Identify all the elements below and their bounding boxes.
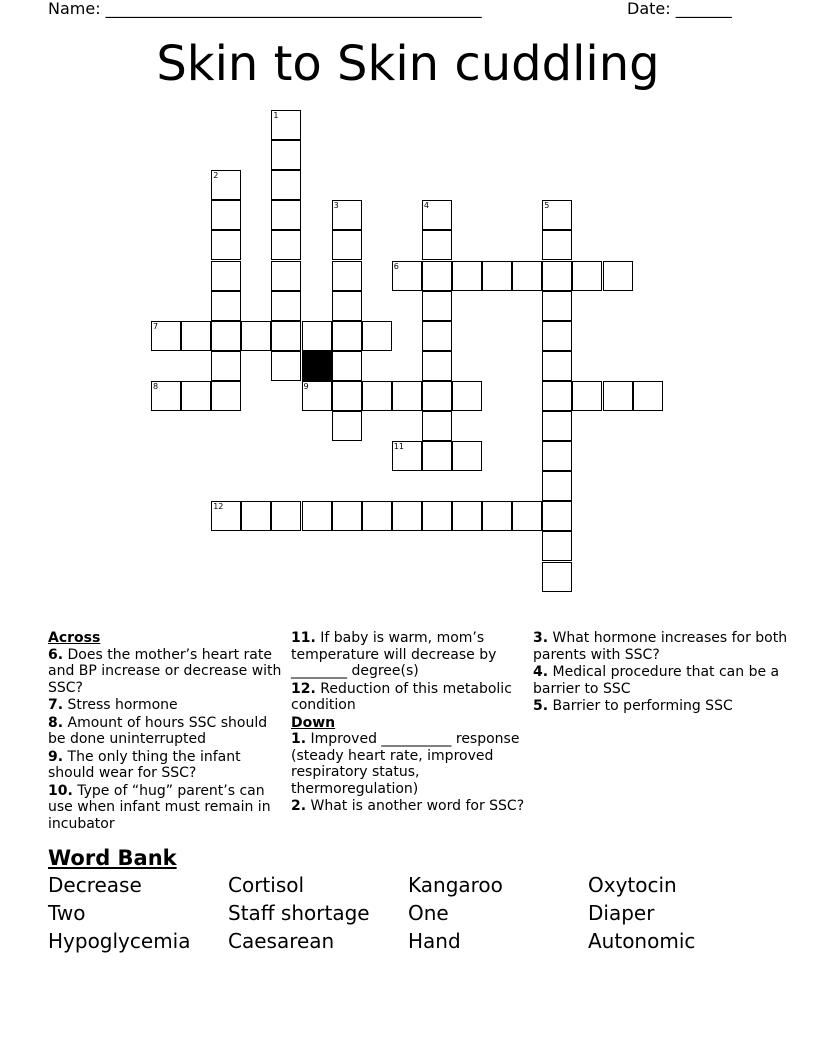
crossword-cell[interactable] (422, 501, 452, 531)
clue-number: 10. (48, 782, 73, 799)
clue-text: Does the mother’s heart rate and BP increase or decrease with SSC? (48, 646, 282, 696)
crossword-cell[interactable] (271, 351, 301, 381)
clue-number: 2. (291, 798, 307, 814)
word-bank-item: Two (48, 901, 86, 925)
clue-across-9 (48, 749, 284, 782)
crossword-cell[interactable] (332, 291, 362, 321)
clue-down-1 (291, 731, 527, 797)
crossword-cell[interactable] (392, 261, 422, 291)
crossword-cell[interactable] (542, 531, 572, 561)
clue-number-label: 2 (213, 171, 219, 181)
name-field-label: Name: _______________________________________________ (48, 0, 482, 18)
word-bank-title: Word Bank (48, 846, 177, 870)
clue-number: 6. (48, 646, 64, 663)
crossword-cell[interactable] (422, 261, 452, 291)
crossword-cell[interactable] (422, 200, 452, 230)
crossword-cell[interactable] (271, 140, 301, 170)
crossword-cell[interactable] (332, 351, 362, 381)
clue-text: Barrier to performing SSC (552, 698, 733, 714)
crossword-cell[interactable] (452, 441, 482, 471)
clues-column-2 (291, 630, 527, 816)
word-bank-item: Diaper (588, 901, 655, 925)
clues-column-3 (533, 630, 793, 716)
clue-text: Medical procedure that can be a barrier to SSC (533, 664, 780, 697)
clue-text: Improved __________ response (steady heart rate, improved respiratory status, thermoregulation) (291, 731, 520, 797)
clues-column-1 (48, 630, 284, 833)
date-field-label: Date: _______ (627, 0, 732, 18)
crossword-cell[interactable] (633, 381, 663, 411)
crossword-cell[interactable] (211, 351, 241, 381)
crossword-cell[interactable] (271, 321, 301, 351)
crossword-cell[interactable] (572, 381, 602, 411)
crossword-cell[interactable] (271, 291, 301, 321)
clue-number-label: 12 (213, 502, 224, 512)
word-bank-item: One (408, 901, 449, 925)
crossword-cell[interactable] (542, 562, 572, 592)
clue-number-label: 8 (153, 381, 159, 391)
word-bank-item: Kangaroo (408, 873, 503, 897)
across-heading: Across (48, 630, 101, 646)
crossword-cell[interactable] (542, 200, 572, 230)
clue-down-5 (533, 698, 793, 715)
crossword-cell[interactable] (542, 261, 572, 291)
crossword-cell[interactable] (482, 261, 512, 291)
crossword-cell[interactable] (422, 291, 452, 321)
word-bank (48, 873, 768, 953)
clue-number-label: 7 (153, 321, 159, 331)
crossword-cell[interactable] (271, 110, 301, 140)
clue-number: 1. (291, 731, 307, 747)
clue-across-7 (48, 697, 284, 714)
crossword-cell[interactable] (211, 291, 241, 321)
crossword-cell[interactable] (512, 501, 542, 531)
clue-down-4 (533, 664, 793, 697)
crossword-cell[interactable] (542, 230, 572, 260)
crossword-cell[interactable] (452, 501, 482, 531)
clue-number-label: 11 (393, 442, 404, 452)
crossword-cell[interactable] (271, 230, 301, 260)
clue-text: The only thing the infant should wear for SSC? (48, 748, 241, 781)
crossword-cell[interactable] (332, 321, 362, 351)
crossword-cell[interactable] (302, 501, 332, 531)
crossword-cell[interactable] (211, 381, 241, 411)
crossword-cell[interactable] (422, 381, 452, 411)
crossword-cell[interactable] (271, 501, 301, 531)
crossword-cell[interactable] (211, 200, 241, 230)
crossword-cell[interactable] (422, 351, 452, 381)
crossword-cell[interactable] (422, 441, 452, 471)
crossword-cell[interactable] (211, 261, 241, 291)
crossword-cell[interactable] (542, 291, 572, 321)
crossword-cell[interactable] (181, 321, 211, 351)
crossword-cell[interactable] (542, 411, 572, 441)
word-bank-item: Hand (408, 929, 461, 953)
clue-number-label: 4 (423, 201, 429, 211)
clue-number-label: 6 (393, 261, 399, 271)
clue-across-8 (48, 715, 284, 748)
clue-number: 9. (48, 748, 64, 765)
crossword-cell[interactable] (151, 381, 181, 411)
crossword-cell[interactable] (302, 381, 332, 411)
clue-down-3 (533, 630, 793, 663)
clue-number: 7. (48, 697, 64, 713)
crossword-cell[interactable] (332, 230, 362, 260)
crossword-cell[interactable] (151, 321, 181, 351)
clue-number-label: 3 (333, 201, 339, 211)
clue-number-label: 1 (273, 111, 279, 120)
clue-text: Amount of hours SSC should be done uninterrupted (48, 714, 268, 747)
crossword-cell[interactable] (332, 411, 362, 441)
crossword-cell[interactable] (362, 501, 392, 531)
word-bank-item: Cortisol (228, 873, 305, 897)
clue-number: 4. (533, 664, 549, 680)
clue-number: 12. (291, 680, 316, 697)
crossword-cell[interactable] (271, 261, 301, 291)
crossword-cell[interactable] (422, 321, 452, 351)
clue-across-6 (48, 647, 284, 697)
word-bank-item: Caesarean (228, 929, 335, 953)
crossword-cell[interactable] (271, 200, 301, 230)
crossword-cell[interactable] (392, 381, 422, 411)
crossword-cell[interactable] (542, 501, 572, 531)
crossword-cell[interactable] (512, 261, 542, 291)
crossword-cell[interactable] (542, 381, 572, 411)
crossword-cell[interactable] (332, 501, 362, 531)
clue-text: Reduction of this metabolic condition (291, 680, 512, 713)
clue-number: 5. (533, 698, 549, 714)
down-heading: Down (291, 714, 336, 731)
clue-text: If baby is warm, mom’s temperature will decrease by ________ degree(s) (291, 630, 497, 679)
crossword-cell[interactable] (542, 351, 572, 381)
crossword-cell[interactable] (392, 441, 422, 471)
crossword-cell[interactable] (542, 321, 572, 351)
clue-text: What is another word for SSC? (310, 798, 525, 814)
crossword-cell[interactable] (211, 170, 241, 200)
crossword-cell[interactable] (181, 381, 211, 411)
crossword-cell[interactable] (482, 501, 512, 531)
crossword-cell[interactable] (211, 501, 241, 531)
clue-text: Type of “hug” parent’s can use when infant must remain in incubator (48, 782, 271, 832)
crossword-cell[interactable] (603, 261, 633, 291)
crossword-cell[interactable] (332, 261, 362, 291)
crossword-cell[interactable] (332, 200, 362, 230)
crossword-cell[interactable] (422, 230, 452, 260)
word-bank-item: Staff shortage (228, 901, 370, 925)
crossword-cell[interactable] (362, 381, 392, 411)
clue-across-12 (291, 681, 527, 714)
clue-number: 3. (533, 630, 549, 646)
crossword-cell[interactable] (211, 321, 241, 351)
word-bank-item: Decrease (48, 873, 142, 897)
clue-text: What hormone increases for both parents with SSC? (533, 630, 788, 663)
clue-across-11 (291, 630, 527, 680)
crossword-cell[interactable] (241, 501, 271, 531)
clue-number: 8. (48, 714, 64, 731)
page-title: Skin to Skin cuddling (156, 36, 660, 92)
crossword-cell[interactable] (211, 230, 241, 260)
crossword-cell[interactable] (452, 261, 482, 291)
crossword-cell[interactable] (422, 411, 452, 441)
word-bank-item: Autonomic (588, 929, 696, 953)
crossword-cell[interactable] (603, 381, 633, 411)
clue-text: Stress hormone (67, 697, 178, 713)
clue-down-2 (291, 798, 527, 815)
word-bank-item: Oxytocin (588, 873, 677, 897)
crossword-cell[interactable] (572, 261, 602, 291)
clue-number-label: 9 (303, 381, 309, 391)
clue-number-label: 5 (544, 201, 550, 211)
crossword-cell[interactable] (392, 501, 422, 531)
crossword-cell[interactable] (241, 321, 271, 351)
black-square (302, 351, 332, 381)
crossword-cell[interactable] (271, 170, 301, 200)
crossword-cell[interactable] (332, 381, 362, 411)
crossword-cell[interactable] (542, 471, 572, 501)
clue-across-10 (48, 783, 284, 833)
crossword-cell[interactable] (452, 381, 482, 411)
crossword-cell[interactable] (362, 321, 392, 351)
crossword-cell[interactable] (302, 321, 332, 351)
clue-number: 11. (291, 630, 316, 646)
crossword-cell[interactable] (542, 441, 572, 471)
word-bank-item: Hypoglycemia (48, 929, 191, 953)
